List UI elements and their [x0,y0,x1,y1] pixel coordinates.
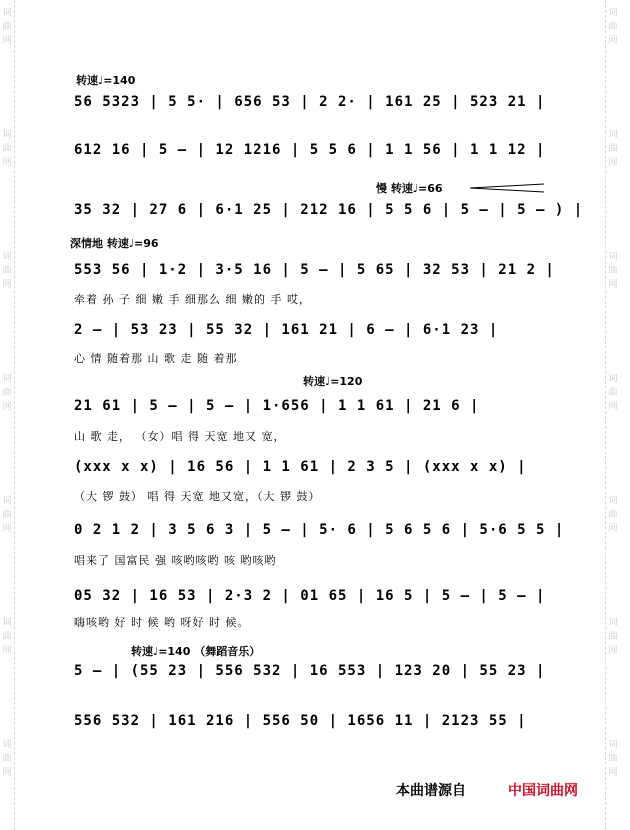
score-line-lyrics: 心 情 随着那 山 歌 走 随 着那 [74,352,238,365]
watermark-column-right [605,0,620,830]
score-line-notes: (xxx x x) | 16 56 | 1 1 61 | 2 3 5 | (xxx x x) | [74,459,527,475]
score-line-lyrics: 嗨咳哟 好 时 候 哟 呀好 时 候。 [74,616,250,629]
score-line-notes: 2 – | 53 23 | 55 32 | 161 21 | 6 – | 6·1 23 | [74,322,499,338]
watermark-glyphs: 词 曲 网 [2,130,12,168]
score-line-notes: 05 32 | 16 53 | 2·3 2 | 01 65 | 16 5 | 5 – | 5 – | [74,588,546,604]
score-line-lyrics: 唱来了 国富民 强 咳哟咳哟 咳 哟咳哟 [74,554,277,567]
watermark-column-left [0,0,15,830]
watermark-glyphs: 词 曲 网 [608,496,618,534]
score-line-lyrics: 山 歌 走， （女）唱 得 天宽 地又 宽， [74,430,286,443]
tempo-mark: 转速♩=120 [303,375,363,388]
watermark-glyphs: 词 曲 网 [2,8,12,46]
decrescendo-hairpin-icon [470,183,544,193]
tempo-mark: 慢 转速♩=66 [376,182,443,195]
score-line-notes: 0 2 1 2 | 3 5 6 3 | 5 – | 5· 6 | 5 6 5 6 | 5·6 5 5 | [74,522,565,538]
watermark-glyphs: 词 曲 网 [2,740,12,778]
watermark-glyphs: 词 曲 网 [608,8,618,46]
score-line-notes: 612 16 | 5 – | 12 1216 | 5 5 6 | 1 1 56 | 1 1 12 | [74,142,546,158]
score-line-notes: 5 – | (55 23 | 556 532 | 16 553 | 123 20 | 55 23 | [74,663,546,679]
tempo-mark: 深情地 转速♩=96 [70,237,159,250]
tempo-mark: 转速♩=140 （舞蹈音乐） [131,645,261,658]
score-line-notes: 553 56 | 1·2 | 3·5 16 | 5 – | 5 65 | 32 53 | 21 2 | [74,262,555,278]
score-line-lyrics: （大 锣 鼓） 唱 得 天宽 地又宽，（大 锣 鼓） [74,490,321,503]
watermark-glyphs: 词 曲 网 [608,618,618,656]
score-line-notes: 56 5323 | 5 5· | 656 53 | 2 2· | 161 25 | 523 21 | [74,94,546,110]
site-brand-link[interactable]: 中国词曲网 [508,783,578,799]
watermark-glyphs: 词 曲 网 [608,374,618,412]
score-line-notes: 35 32 | 27 6 | 6·1 25 | 212 16 | 5 5 6 | 5 – | 5 – ) | [74,202,584,218]
watermark-glyphs: 词 曲 网 [2,496,12,534]
watermark-glyphs: 词 曲 网 [2,618,12,656]
score-line-notes: 21 61 | 5 – | 5 – | 1·656 | 1 1 61 | 21 6 | [74,398,480,414]
watermark-glyphs: 词 曲 网 [2,252,12,290]
tempo-mark: 转速♩=140 [76,74,136,87]
watermark-glyphs: 词 曲 网 [2,374,12,412]
source-label: 本曲谱源自 [396,783,466,799]
score-line-lyrics: 牵着 孙 子 细 嫩 手 细那么 细 嫩的 手 哎， [74,293,311,306]
watermark-glyphs: 词 曲 网 [608,130,618,168]
score-line-notes: 556 532 | 161 216 | 556 50 | 1656 11 | 2123 55 | [74,713,527,729]
watermark-glyphs: 词 曲 网 [608,252,618,290]
watermark-glyphs: 词 曲 网 [608,740,618,778]
